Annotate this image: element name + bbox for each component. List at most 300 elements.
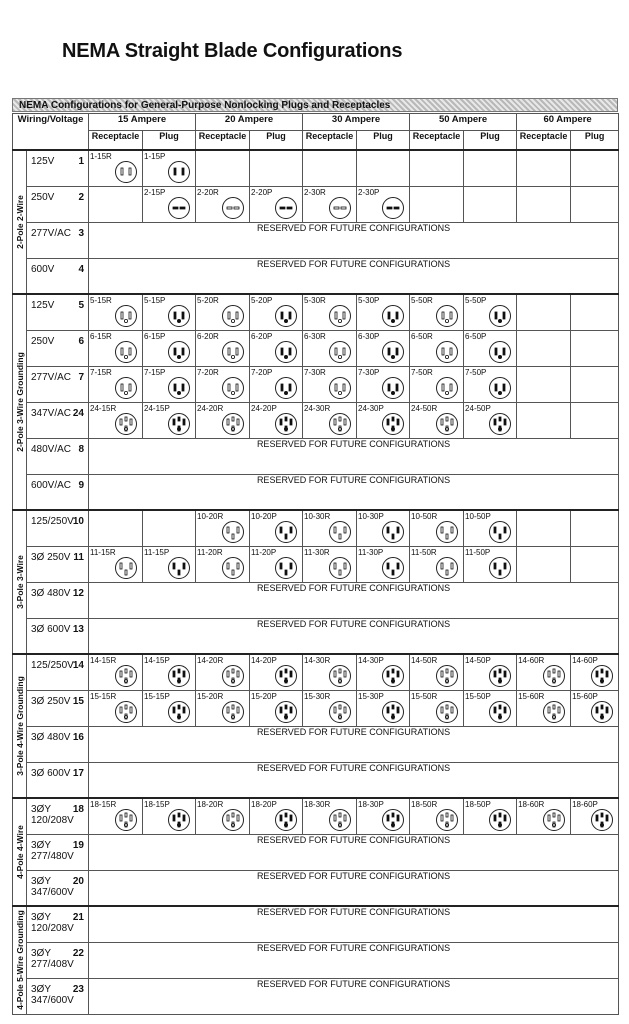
receptacle-face-icon: [223, 810, 243, 830]
table-row: [13, 366, 619, 402]
blade-slot-mark: [177, 715, 180, 718]
blade-slot-mark: [446, 417, 448, 421]
voltage-label: 3Ø 250V: [31, 695, 71, 707]
voltage-label: 600V: [31, 263, 55, 275]
blade-slot-mark: [344, 527, 346, 533]
receptacle-cell: [303, 654, 357, 690]
plug-cell: [357, 546, 410, 582]
receptacle-diagram: [436, 305, 458, 327]
receptacle-face-icon: [116, 162, 136, 182]
table-row: [13, 870, 619, 906]
plug-face-icon: [276, 414, 296, 434]
table-row: [13, 906, 619, 942]
receptacle-diagram: [543, 809, 565, 831]
voltage-label: 277V/AC: [31, 227, 72, 239]
blade-slot-mark: [280, 671, 282, 677]
blade-slot-mark: [446, 669, 448, 673]
blade-slot-mark: [451, 707, 453, 713]
blade-slot-mark: [289, 312, 291, 319]
blade-slot-mark: [130, 419, 132, 425]
config-code: 14-60P: [572, 656, 598, 665]
blade-slot-mark: [281, 384, 283, 391]
receptacle-face-icon: [223, 522, 243, 542]
voltage-cell: [27, 546, 89, 582]
blade-slot-mark: [498, 319, 501, 322]
receptacle-cell: [303, 798, 357, 834]
config-code: 7-20R: [197, 367, 219, 377]
config-code: 10-50R: [411, 512, 438, 521]
plug-cell: [571, 510, 619, 546]
plug-diagram: [168, 413, 190, 435]
voltage-label: 3ØY 347/600V: [31, 983, 74, 1006]
table-row: [13, 510, 619, 546]
blade-slot-mark: [339, 813, 341, 817]
blade-slot-mark: [504, 563, 506, 569]
blade-slot-mark: [120, 563, 122, 569]
config-number: 8: [78, 443, 84, 455]
blade-slot-mark: [441, 671, 443, 677]
blade-slot-mark: [339, 570, 341, 575]
group-label-cell: [13, 150, 27, 294]
blade-slot-mark: [450, 348, 452, 355]
blade-slot-mark: [445, 319, 448, 322]
blade-slot-mark: [120, 815, 122, 821]
table-row: [13, 690, 619, 726]
blade-slot-mark: [548, 815, 550, 821]
plug-face-icon: [276, 378, 296, 398]
blade-slot-mark: [232, 705, 234, 709]
blade-slot-mark: [289, 348, 291, 355]
blade-slot-mark: [228, 312, 230, 319]
receptacle-face-icon: [437, 702, 457, 722]
config-code: 24-30R: [304, 403, 331, 413]
receptacle-diagram: [436, 341, 458, 363]
receptacle-face-icon: [330, 810, 350, 830]
blade-slot-mark: [341, 207, 346, 209]
receptacle-diagram: [222, 665, 244, 687]
blade-slot-mark: [601, 669, 603, 673]
voltage-label: 250V: [31, 191, 55, 203]
plug-face-icon: [490, 558, 510, 578]
plug-diagram: [168, 701, 190, 723]
blade-slot-mark: [182, 348, 184, 355]
blade-slot-mark: [236, 384, 238, 391]
receptacle-face-icon: [437, 810, 457, 830]
receptacle-cell: [89, 330, 143, 366]
plug-cell: [571, 186, 619, 222]
plug-header: Plug: [464, 131, 517, 151]
plug-cell: [464, 690, 517, 726]
blade-slot-mark: [231, 391, 234, 394]
table-row: [13, 978, 619, 1014]
receptacle-face-icon: [116, 702, 136, 722]
receptacle-cell: [517, 510, 571, 546]
voltage-cell: [27, 366, 89, 402]
receptacle-diagram: [222, 341, 244, 363]
blade-slot-mark: [289, 384, 291, 391]
blade-slot-mark: [290, 707, 292, 713]
blade-slot-mark: [343, 384, 345, 391]
blade-slot-mark: [387, 527, 389, 533]
plug-diagram: [168, 377, 190, 399]
blade-slot-mark: [284, 679, 287, 682]
blade-slot-mark: [121, 168, 123, 175]
receptacle-diagram: [436, 701, 458, 723]
voltage-cell: [27, 654, 89, 690]
plug-diagram: [275, 809, 297, 831]
voltage-cell: [27, 582, 89, 618]
blade-slot-mark: [391, 319, 394, 322]
blade-slot-mark: [335, 348, 337, 355]
plug-cell: [571, 690, 619, 726]
config-code: 6-20P: [251, 331, 273, 341]
blade-slot-mark: [553, 669, 555, 673]
config-code: 14-30R: [304, 656, 331, 665]
plug-diagram: [382, 521, 404, 543]
blade-slot-mark: [228, 384, 230, 391]
voltage-cell: [27, 330, 89, 366]
group-label-cell: [13, 798, 27, 906]
config-code: 7-30P: [358, 367, 380, 377]
blade-slot-mark: [499, 534, 501, 539]
blade-slot-mark: [280, 207, 285, 209]
plug-face-icon: [169, 162, 189, 182]
plug-face-icon: [592, 666, 612, 686]
blade-slot-mark: [338, 319, 341, 322]
config-code: 15-50R: [411, 691, 438, 701]
blade-slot-mark: [397, 563, 399, 569]
blade-slot-mark: [121, 312, 123, 319]
plug-diagram: [275, 521, 297, 543]
blade-slot-mark: [232, 669, 234, 673]
blade-slot-mark: [388, 348, 390, 355]
config-number: 18: [72, 804, 84, 815]
receptacle-diagram: [222, 521, 244, 543]
plug-diagram: [275, 557, 297, 579]
plug-header: Plug: [143, 131, 196, 151]
blade-slot-mark: [442, 312, 444, 319]
receptacle-diagram: [329, 197, 351, 219]
blade-slot-mark: [387, 419, 389, 425]
config-code: 6-15R: [90, 331, 112, 341]
blade-slot-mark: [451, 563, 453, 569]
config-code: 2-30P: [358, 187, 380, 197]
receptacle-cell: [517, 294, 571, 330]
blade-slot-mark: [387, 815, 389, 821]
plug-cell: [357, 186, 410, 222]
blade-slot-mark: [441, 707, 443, 713]
blade-slot-mark: [237, 707, 239, 713]
plug-face-icon: [276, 810, 296, 830]
blade-slot-mark: [284, 355, 287, 358]
config-number: 1: [78, 156, 84, 167]
plug-face-icon: [490, 522, 510, 542]
plug-face-icon: [276, 342, 296, 362]
plug-cell: [250, 798, 303, 834]
plug-diagram: [489, 665, 511, 687]
blade-slot-mark: [344, 815, 346, 821]
config-number: 10: [72, 516, 84, 527]
receptacle-cell: [196, 798, 250, 834]
plug-cell: [357, 294, 410, 330]
blade-slot-mark: [339, 705, 341, 709]
voltage-label: 277V/AC: [31, 371, 72, 383]
config-code: 6-30P: [358, 331, 380, 341]
config-code: 6-20R: [197, 331, 219, 341]
receptacle-cell: [303, 690, 357, 726]
config-code: 18-50R: [411, 800, 438, 809]
config-code: 14-15P: [144, 656, 170, 665]
plug-diagram: [489, 377, 511, 399]
plug-cell: [143, 798, 196, 834]
blade-slot-mark: [450, 312, 452, 319]
config-number: 14: [72, 660, 84, 671]
reserved-cell: RESERVED FOR FUTURE CONFIGURATIONS: [89, 258, 619, 294]
voltage-cell: [27, 906, 89, 942]
receptacle-face-icon: [330, 306, 350, 326]
blade-slot-mark: [441, 563, 443, 569]
receptacle-diagram: [329, 665, 351, 687]
receptacle-cell: [517, 150, 571, 186]
blade-slot-mark: [173, 207, 178, 209]
plug-diagram: [168, 665, 190, 687]
plug-cell: [571, 294, 619, 330]
blade-slot-mark: [174, 168, 176, 175]
voltage-cell: [27, 726, 89, 762]
receptacle-cell: [410, 798, 464, 834]
plug-cell: [464, 150, 517, 186]
plug-cell: [250, 366, 303, 402]
blade-slot-mark: [558, 815, 560, 821]
ampere-header: 60 Ampere: [517, 114, 619, 131]
table-row: [13, 942, 619, 978]
plug-cell: [250, 690, 303, 726]
receptacle-face-icon: [437, 414, 457, 434]
blade-slot-mark: [231, 319, 234, 322]
receptacle-cell: [303, 366, 357, 402]
voltage-label: 3ØY 277/480V: [31, 839, 74, 862]
config-code: 18-50P: [465, 800, 491, 809]
blade-slot-mark: [504, 527, 506, 533]
reserved-cell: RESERVED FOR FUTURE CONFIGURATIONS: [89, 474, 619, 510]
receptacle-diagram: [115, 665, 137, 687]
receptacle-header: Receptacle: [517, 131, 571, 151]
config-number: 2: [78, 191, 84, 203]
plug-cell: [250, 150, 303, 186]
config-code: 11-15R: [90, 547, 116, 557]
ampere-header: 15 Ampere: [89, 114, 196, 131]
receptacle-cell: [89, 402, 143, 438]
plug-face-icon: [276, 522, 296, 542]
blade-slot-mark: [451, 527, 453, 533]
table-row: [13, 762, 619, 798]
config-code: 15-15R: [90, 691, 117, 701]
config-number: 12: [72, 587, 84, 599]
plug-diagram: [591, 809, 613, 831]
blade-slot-mark: [290, 671, 292, 677]
config-code: 15-30R: [304, 691, 331, 701]
group-label: 3-Pole 4-Wire Grounding: [14, 676, 25, 776]
table-row: [13, 618, 619, 654]
blade-slot-mark: [334, 207, 339, 209]
reserved-cell: RESERVED FOR FUTURE CONFIGURATIONS: [89, 870, 619, 906]
blade-slot-mark: [182, 384, 184, 391]
receptacle-cell: [517, 690, 571, 726]
reserved-cell: RESERVED FOR FUTURE CONFIGURATIONS: [89, 834, 619, 870]
plug-diagram: [489, 521, 511, 543]
blade-slot-mark: [232, 534, 234, 539]
config-number: 4: [78, 263, 84, 275]
plug-face-icon: [169, 378, 189, 398]
wiring-voltage-header: Wiring/Voltage: [13, 114, 89, 151]
plug-cell: [357, 690, 410, 726]
plug-face-icon: [383, 342, 403, 362]
receptacle-cell: [196, 654, 250, 690]
blade-slot-mark: [446, 705, 448, 709]
config-code: 5-50R: [411, 296, 433, 305]
plug-cell: [464, 402, 517, 438]
receptacle-cell: [196, 294, 250, 330]
receptacle-face-icon: [223, 702, 243, 722]
blade-slot-mark: [344, 671, 346, 677]
blade-slot-mark: [397, 419, 399, 425]
config-code: 15-50P: [465, 691, 491, 701]
blade-slot-mark: [392, 570, 394, 575]
blade-slot-mark: [339, 534, 341, 539]
table-row: [13, 726, 619, 762]
blade-slot-mark: [498, 391, 501, 394]
receptacle-face-icon: [437, 342, 457, 362]
blade-slot-mark: [335, 384, 337, 391]
receptacle-diagram: [329, 701, 351, 723]
voltage-cell: [27, 942, 89, 978]
blade-slot-mark: [280, 815, 282, 821]
reserved-cell: RESERVED FOR FUTURE CONFIGURATIONS: [89, 222, 619, 258]
plug-cell: [250, 654, 303, 690]
receptacle-diagram: [115, 305, 137, 327]
receptacle-face-icon: [330, 702, 350, 722]
page-title: NEMA Straight Blade Configurations: [62, 40, 403, 62]
plug-face-icon: [169, 198, 189, 218]
blade-slot-mark: [606, 815, 608, 821]
plug-cell: [464, 798, 517, 834]
config-code: 14-30P: [358, 656, 384, 665]
blade-slot-mark: [548, 671, 550, 677]
plug-diagram: [275, 341, 297, 363]
plug-header: Plug: [571, 131, 619, 151]
plug-cell: [571, 150, 619, 186]
plug-cell: [357, 798, 410, 834]
plug-diagram: [489, 305, 511, 327]
blade-slot-mark: [596, 707, 598, 713]
blade-slot-mark: [285, 813, 287, 817]
blade-slot-mark: [343, 348, 345, 355]
blade-slot-mark: [290, 563, 292, 569]
blade-slot-mark: [177, 823, 180, 826]
config-code: 18-20R: [197, 800, 224, 809]
receptacle-cell: [410, 294, 464, 330]
blade-slot-mark: [343, 312, 345, 319]
voltage-label: 3ØY 120/208V: [31, 912, 74, 934]
blade-slot-mark: [174, 384, 176, 391]
receptacle-cell: [303, 546, 357, 582]
config-number: 13: [72, 623, 84, 635]
ampere-header: 20 Ampere: [196, 114, 303, 131]
receptacle-header: Receptacle: [410, 131, 464, 151]
plug-face-icon: [490, 414, 510, 434]
blade-slot-mark: [396, 312, 398, 319]
config-code: 5-30R: [304, 296, 326, 305]
blade-slot-mark: [397, 671, 399, 677]
receptacle-face-icon: [330, 198, 350, 218]
blade-slot-mark: [125, 705, 127, 709]
config-code: 14-50R: [411, 656, 438, 665]
plug-face-icon: [383, 198, 403, 218]
blade-slot-mark: [394, 207, 399, 209]
config-number: 9: [78, 479, 84, 491]
receptacle-face-icon: [330, 558, 350, 578]
receptacle-cell: [410, 366, 464, 402]
voltage-cell: [27, 294, 89, 330]
reserved-cell: RESERVED FOR FUTURE CONFIGURATIONS: [89, 726, 619, 762]
plug-cell: [143, 186, 196, 222]
receptacle-cell: [303, 330, 357, 366]
receptacle-cell: [196, 186, 250, 222]
config-number: 20: [72, 875, 84, 887]
config-code: 10-20R: [197, 512, 224, 521]
receptacle-diagram: [115, 377, 137, 399]
blade-slot-mark: [451, 671, 453, 677]
blade-slot-mark: [451, 419, 453, 425]
blade-slot-mark: [173, 815, 175, 821]
blade-slot-mark: [177, 355, 180, 358]
blade-slot-mark: [504, 707, 506, 713]
voltage-label: 3Ø 480V: [31, 587, 71, 599]
blade-slot-mark: [121, 348, 123, 355]
plug-face-icon: [276, 306, 296, 326]
blade-slot-mark: [178, 417, 180, 421]
receptacle-face-icon: [437, 666, 457, 686]
config-number: 23: [72, 983, 84, 995]
receptacle-face-icon: [116, 414, 136, 434]
blade-slot-mark: [174, 312, 176, 319]
blade-slot-mark: [494, 707, 496, 713]
config-code: 5-30P: [358, 296, 380, 305]
receptacle-cell: [410, 186, 464, 222]
plug-diagram: [489, 341, 511, 363]
plug-cell: [143, 150, 196, 186]
plug-diagram: [382, 665, 404, 687]
receptacle-cell: [89, 510, 143, 546]
config-code: 7-15P: [144, 367, 166, 377]
voltage-label: 3Ø 480V: [31, 731, 71, 743]
blade-slot-mark: [495, 312, 497, 319]
receptacle-face-icon: [437, 378, 457, 398]
plug-diagram: [591, 665, 613, 687]
blade-slot-mark: [606, 671, 608, 677]
blade-slot-mark: [391, 355, 394, 358]
config-code: 24-50R: [411, 403, 438, 413]
plug-face-icon: [383, 414, 403, 434]
config-code: 14-20R: [197, 656, 224, 665]
receptacle-header: Receptacle: [196, 131, 250, 151]
receptacle-face-icon: [116, 558, 136, 578]
receptacle-face-icon: [116, 666, 136, 686]
voltage-cell: [27, 258, 89, 294]
plug-diagram: [489, 701, 511, 723]
plug-diagram: [275, 413, 297, 435]
table-row: [13, 798, 619, 834]
